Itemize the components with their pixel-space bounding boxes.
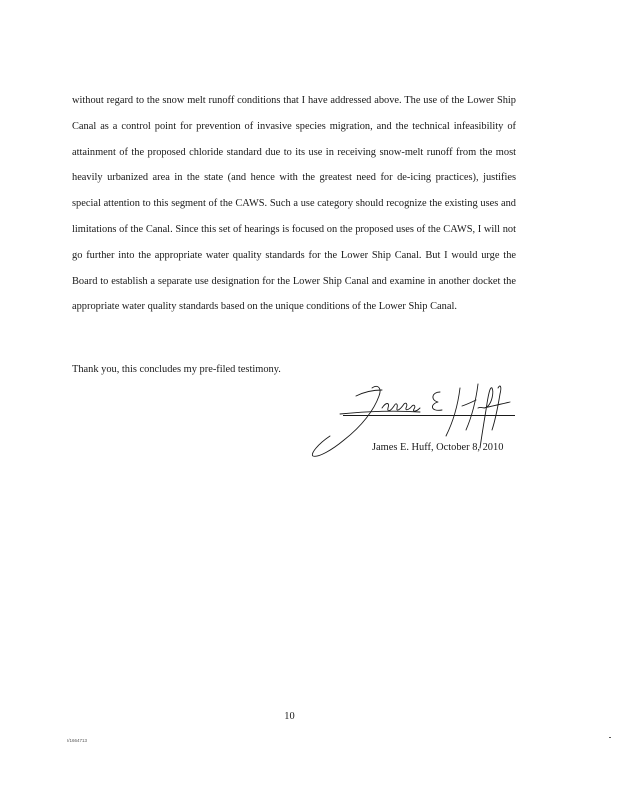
page-number: 10 [284, 711, 295, 722]
signature-line [343, 415, 515, 416]
document-code: I/1664713 [67, 738, 88, 743]
margin-mark [609, 737, 611, 738]
testimony-body-paragraph: without regard to the snow melt runoff conditions that I have addressed above. The use of the Lower Ship Canal as a control point for prevention of invasive species migration, and the technical infeasibility of attainment of the proposed chloride standard due to its use in receiving snow-melt runoff from the most heavily urbanized area in the state (and hence with the greatest need for de-icing practices), justifies special attention to this segment of the CAWS. Such a use category should recognize the existing uses and limitations of the Canal. Since this set of hearings is focused on the proposed uses of the CAWS, I will not go further into the appropriate water quality standards for the Lower Ship Canal. But I would urge the Board to establish a separate use designation for the Lower Ship Canal and examine in another docket the appropriate water quality standards based on the unique conditions of the Lower Ship Canal. [72, 95, 516, 313]
closing-line: Thank you, this concludes my pre-filed testimony. [72, 364, 281, 375]
signatory-name-date: James E. Huff, October 8, 2010 [372, 442, 504, 453]
